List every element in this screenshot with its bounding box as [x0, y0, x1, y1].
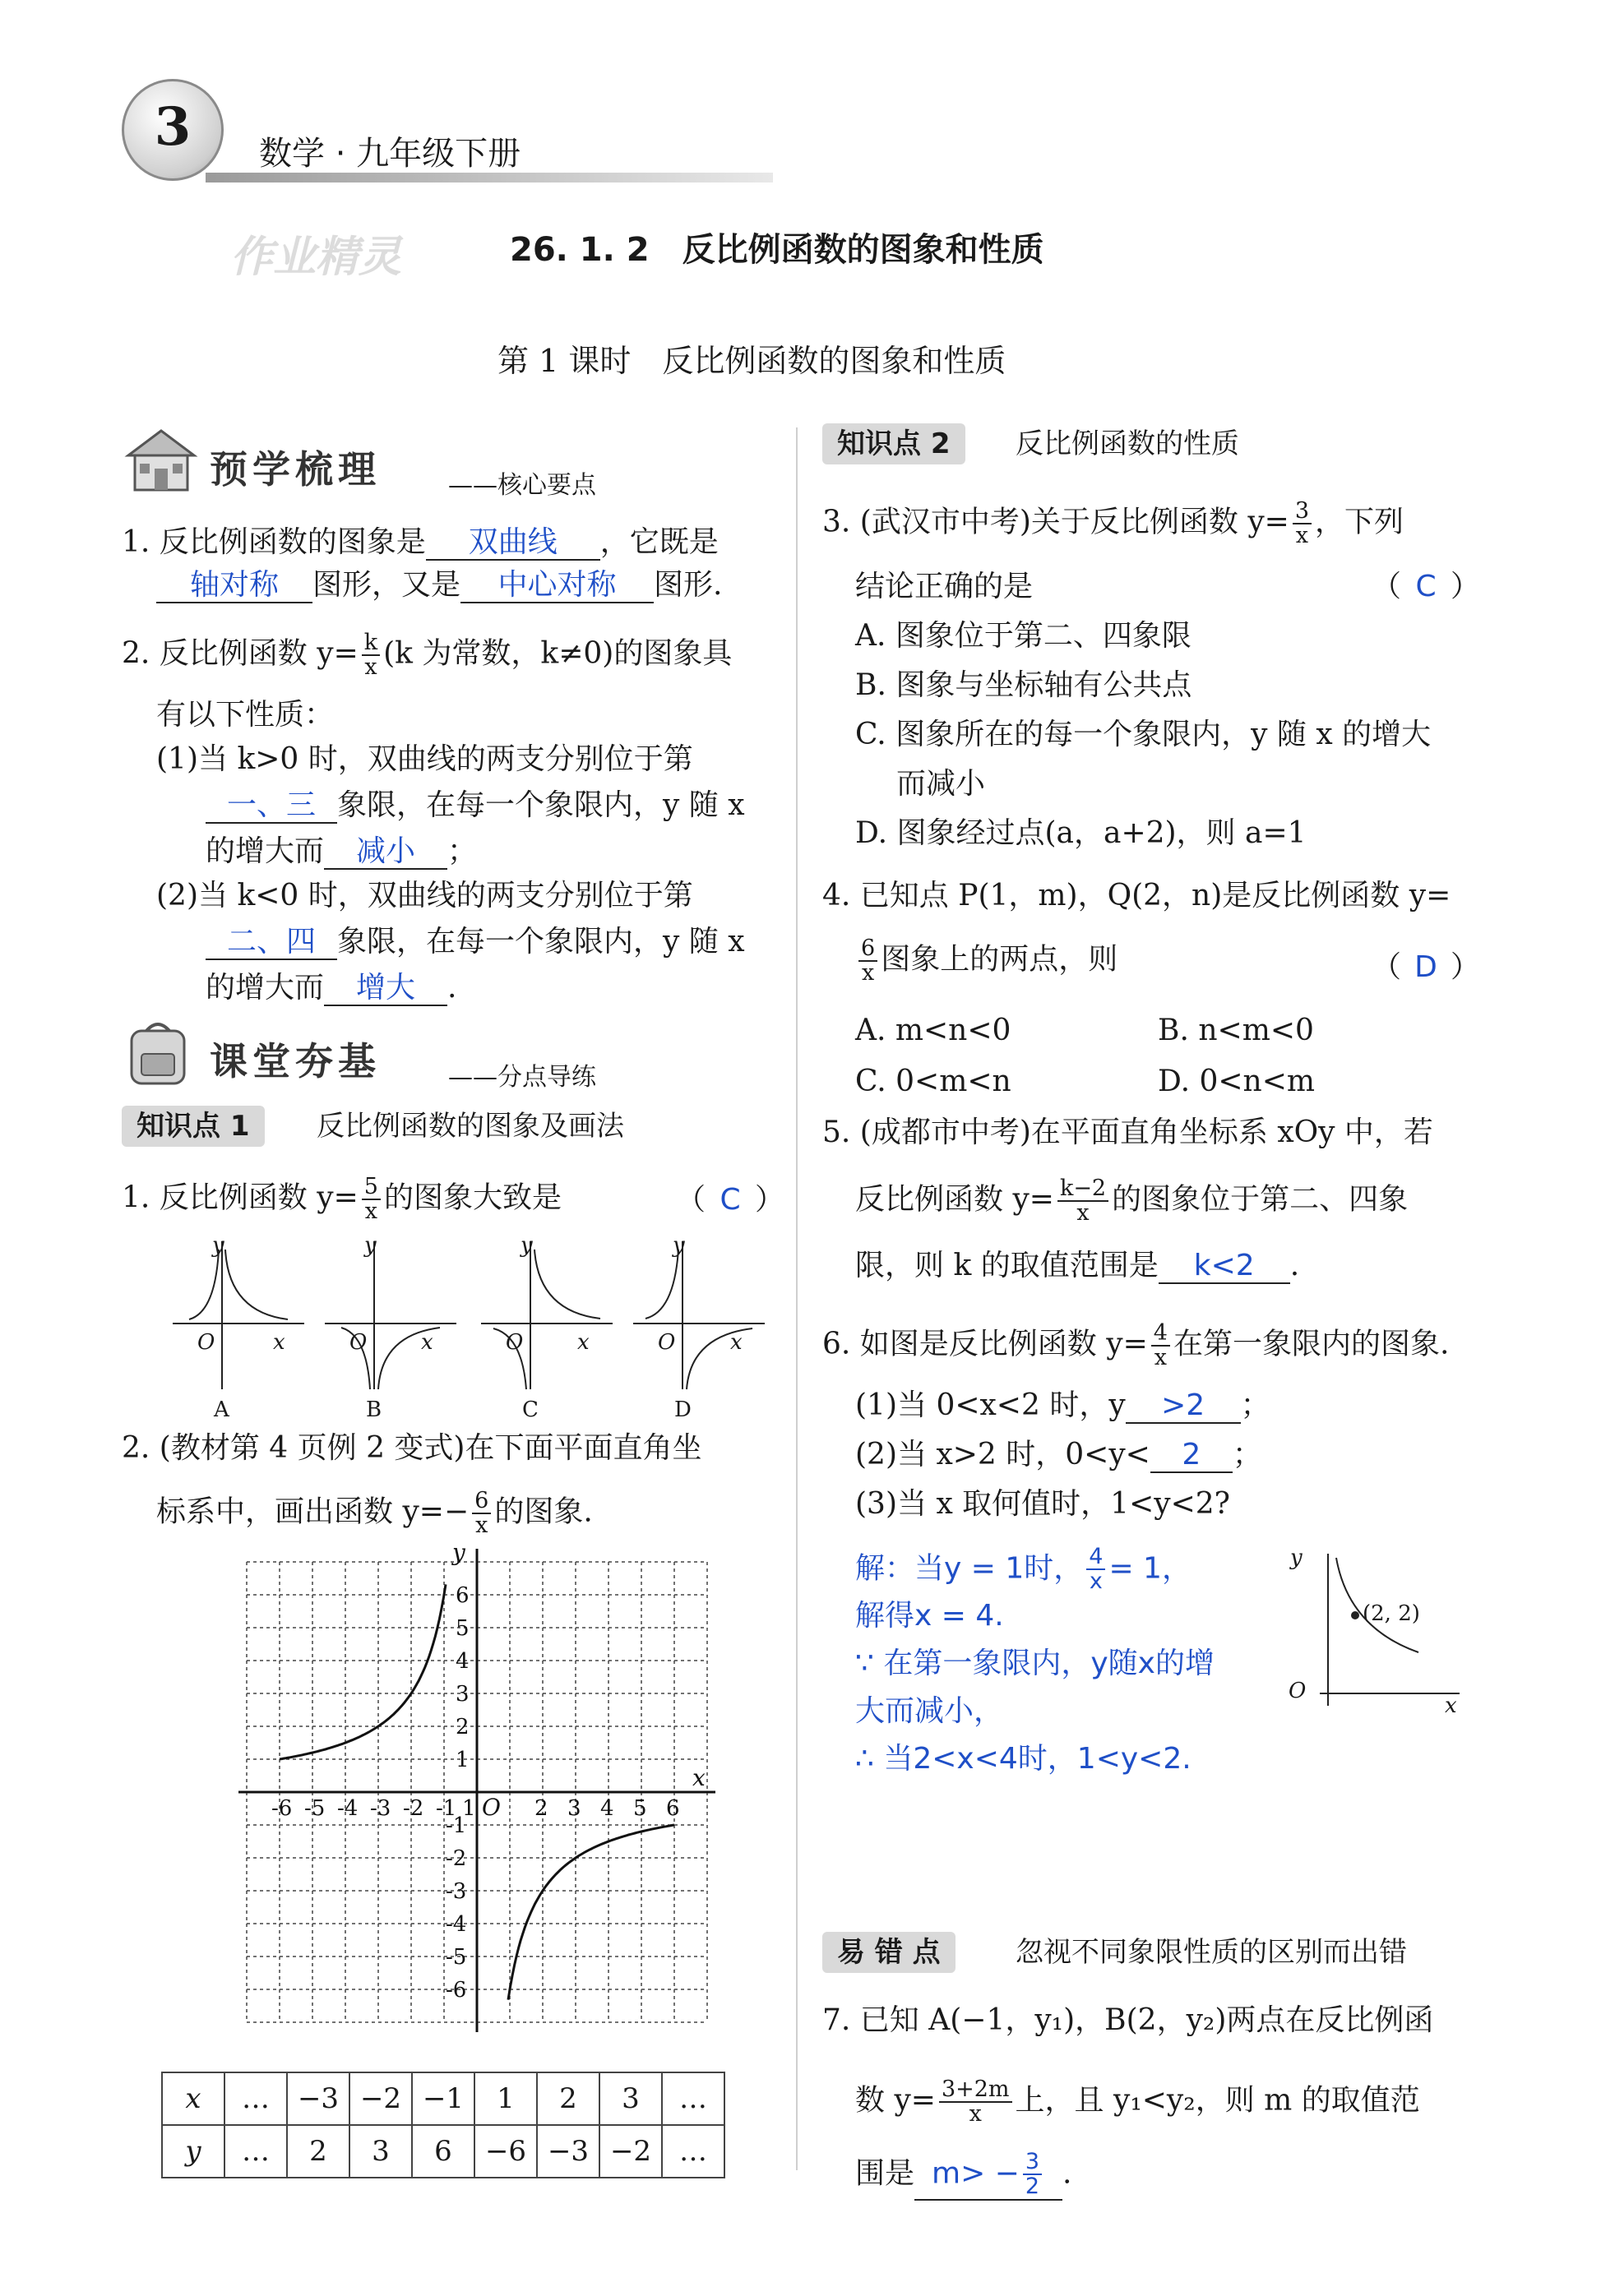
table-cell: −3 — [537, 2125, 599, 2178]
y-axis-label: y — [452, 1545, 465, 1566]
table-cell: −2 — [349, 2072, 412, 2125]
y-tick-label: 2 — [456, 1715, 470, 1739]
y-tick-label: -6 — [446, 1978, 467, 2003]
q6-sub1: (1)当 0<x<2 时，y >2 ； — [855, 1388, 1270, 1422]
section-title: 26. 1. 2 反比例函数的图象和性质 — [510, 231, 1044, 269]
y-tick-label: 1 — [456, 1748, 470, 1772]
fraction-5-over-x: $\frac{5}{x}$ — [362, 1176, 381, 1224]
backpack-icon — [125, 1018, 191, 1087]
q4-line2: $\frac{6}{x}$ 图象上的两点，则 — [855, 937, 1117, 986]
knowledge-point-2-tag: 知识点 2 — [822, 423, 965, 464]
q3-option-a: A. 图象位于第二、四象限 — [855, 619, 1191, 653]
q4-answer: （ D ） — [1372, 950, 1481, 984]
x-tick-label: 3 — [567, 1796, 581, 1821]
preview-subheading: ——核心要点 — [448, 471, 596, 500]
error-point-title: 忽视不同象限性质的区别而出错 — [1016, 1936, 1407, 1969]
option-label-c: C — [522, 1397, 539, 1422]
q3-answer: （ C ） — [1372, 570, 1481, 603]
answer-quadrants-1-3: 一、三 — [206, 789, 337, 824]
q3-option-c: C. 图象所在的每一个象限内，y 随 x 的增大 — [855, 718, 1432, 751]
q6-graph-point-label: (2, 2) — [1363, 1601, 1420, 1626]
book-title: 数学 · 九年级下册 — [259, 135, 521, 173]
option-label-a: A — [214, 1397, 229, 1422]
q5-line3: 限，则 k 的取值范围是 k<2 . — [855, 1249, 1300, 1282]
table-cell: −2 — [599, 2125, 662, 2178]
preview-q1-line2: 轴对称 图形，又是 中心对称 图形. — [156, 567, 722, 603]
table-cell: −1 — [412, 2072, 474, 2125]
class-q2-line1: 2. (教材第 4 页例 2 变式)在下面平面直角坐 — [122, 1431, 702, 1465]
table-cell: … — [224, 2125, 287, 2178]
x-tick-label: -5 — [304, 1796, 326, 1821]
hyperbola-branch — [280, 1584, 446, 1759]
q5-line2: 反比例函数 y= $\frac{k-2}{x}$ 的图象位于第二、四象 — [855, 1176, 1409, 1227]
preview-q2-line2: 有以下性质： — [156, 698, 335, 732]
class-q1-answer: （ C ） — [676, 1183, 785, 1217]
class-q2-line2: 标系中，画出函数 y=− $\frac{6}{x}$ 的图象. — [156, 1488, 593, 1539]
q3-option-c-cont: 而减小 — [896, 767, 986, 801]
table-cell: 2 — [287, 2125, 349, 2178]
graph-c-y: y — [521, 1233, 533, 1258]
watermark-logo: 作业精灵 — [230, 233, 402, 282]
graph-b-y: y — [364, 1233, 377, 1258]
lesson-title: 第 1 课时 反比例函数的图象和性质 — [497, 343, 1006, 379]
q6-sub3: (3)当 x 取何值时，1<y<2? — [855, 1487, 1230, 1521]
school-icon — [123, 427, 199, 493]
option-label-d: D — [674, 1397, 692, 1422]
table-cell: −6 — [474, 2125, 537, 2178]
table-cell: 3 — [599, 2072, 662, 2125]
table-cell: 6 — [412, 2125, 474, 2178]
graph-a-y: y — [212, 1233, 224, 1258]
x-tick-label: -4 — [337, 1796, 359, 1821]
answer-q5: k<2 — [1159, 1250, 1290, 1284]
fraction-4-over-x-solution: $\frac{4}{x}$ — [1086, 1545, 1105, 1594]
fraction-3-over-x: $\frac{3}{x}$ — [1293, 500, 1312, 548]
page-number: 3 — [154, 96, 192, 158]
q6-solution-1: 解：当y = 1时， $\frac{4}{x}$ = 1， — [855, 1544, 1191, 1595]
answer-decrease: 减小 — [324, 835, 447, 870]
fraction-k-over-x: $\frac{k}{x}$ — [362, 631, 380, 680]
y-tick-label: -3 — [446, 1879, 467, 1904]
q6-sub2: (2)当 x>2 时，0<y< 2 ； — [855, 1438, 1262, 1471]
q3-line1: 3. (武汉市中考)关于反比例函数 y= $\frac{3}{x}$ ，下列 — [822, 498, 1404, 549]
x-tick-label: 5 — [633, 1796, 647, 1821]
q7-line1: 7. 已知 A(−1，y₁)，B(2，y₂)两点在反比例函 — [822, 2003, 1434, 2037]
q7-line3: 围是 m> − $\frac{3}{2}$ . — [855, 2149, 1072, 2200]
x-axis-label: x — [692, 1764, 706, 1791]
y-tick-label: -5 — [446, 1945, 467, 1970]
q4-option-b: B. n<m<0 — [1158, 1014, 1314, 1047]
option-graph-labels — [164, 1233, 765, 1430]
fraction-3-plus-2m-over-x: $\frac{3+2m}{x}$ — [939, 2078, 1012, 2127]
y-tick-label: -1 — [446, 1813, 467, 1838]
coordinate-grid-graph — [238, 1545, 715, 2039]
preview-q2-p2-line2: 二、四 象限，在每一个象限内，y 随 x — [206, 924, 745, 960]
q3-line2: 结论正确的是 — [855, 570, 1034, 603]
answer-q6-2: 2 — [1150, 1439, 1233, 1473]
graph-d-x: x — [730, 1330, 743, 1355]
graph-b-x: x — [421, 1330, 433, 1355]
x-tick-label: 4 — [600, 1796, 614, 1821]
q6-graph-o: O — [1289, 1679, 1307, 1703]
y-tick-label: 5 — [456, 1616, 470, 1641]
knowledge-point-2-title: 反比例函数的性质 — [1016, 427, 1239, 460]
preview-q1-line1: 1. 反比例函数的图象是 双曲线 ，它既是 — [122, 525, 719, 559]
table-cell: … — [662, 2125, 724, 2178]
q6-solution-5: ∴ 当2<x<4时，1<y<2. — [855, 1742, 1191, 1776]
table-cell: … — [662, 2072, 724, 2125]
x-tick-label: -3 — [370, 1796, 391, 1821]
preview-q2-p2-line3: 的增大而 增大 . — [206, 971, 457, 1005]
origin-label: O — [482, 1794, 501, 1821]
q4-option-c: C. 0<m<n — [855, 1065, 1011, 1098]
q6-graph-x: x — [1445, 1693, 1457, 1718]
answer-q3: C — [1415, 570, 1437, 603]
x-tick-label: 6 — [666, 1796, 680, 1821]
fraction-4-over-x: $\frac{4}{x}$ — [1151, 1322, 1170, 1370]
knowledge-point-1-title: 反比例函数的图象及画法 — [317, 1110, 624, 1143]
value-table — [161, 2072, 725, 2178]
graph-a-x: x — [273, 1330, 285, 1355]
q4-option-d: D. 0<n<m — [1158, 1065, 1316, 1098]
q4-option-a: A. m<n<0 — [855, 1014, 1011, 1047]
answer-quadrants-2-4: 二、四 — [206, 926, 337, 960]
q7-line2: 数 y= $\frac{3+2m}{x}$ 上，且 y₁<y₂，则 m 的取值范 — [855, 2077, 1420, 2127]
option-label-b: B — [366, 1397, 382, 1422]
classroom-subheading: ——分点导练 — [448, 1063, 596, 1092]
preview-q2-p1-line3: 的增大而 减小 ； — [206, 834, 478, 868]
y-tick-label: -4 — [446, 1912, 467, 1937]
q6-solution-4: 大而减小， — [855, 1694, 1004, 1728]
y-tick-label: -2 — [446, 1846, 467, 1871]
error-point-tag: 易 错 点 — [822, 1932, 956, 1973]
table-cell: x — [162, 2072, 224, 2125]
table-row-x — [162, 2072, 724, 2125]
q6-line1: 6. 如图是反比例函数 y= $\frac{4}{x}$ 在第一象限内的图象. — [822, 1320, 1450, 1371]
q5-line1: 5. (成都市中考)在平面直角坐标系 xOy 中，若 — [822, 1116, 1433, 1149]
table-cell: … — [224, 2072, 287, 2125]
graph-c-o: O — [506, 1330, 524, 1355]
q6-graph — [1270, 1545, 1468, 1718]
classroom-heading: 课堂夯基 — [210, 1039, 381, 1083]
graph-d-y: y — [673, 1233, 685, 1258]
graph-c-x: x — [577, 1330, 590, 1355]
x-tick-label: -1 — [436, 1796, 457, 1821]
q6-solution-2: 解得x = 4. — [855, 1599, 1004, 1633]
table-cell: 2 — [537, 2072, 599, 2125]
preview-q2-p1-line1: (1)当 k>0 时，双曲线的两支分别位于第 — [156, 742, 693, 776]
q6-solution-3: ∵ 在第一象限内，y随x的增 — [855, 1647, 1215, 1680]
x-tick-label: 2 — [534, 1796, 548, 1821]
fraction-3-over-2: $\frac{3}{2}$ — [1023, 2150, 1042, 2199]
q6-graph-y: y — [1290, 1545, 1303, 1570]
answer-axis-symmetric: 轴对称 — [156, 569, 312, 603]
column-divider — [796, 427, 798, 2170]
class-q1-line: 1. 反比例函数 y= $\frac{5}{x}$ 的图象大致是 — [122, 1174, 562, 1225]
answer-hyperbola: 双曲线 — [426, 526, 600, 561]
x-tick-label-1: 1 — [462, 1796, 476, 1821]
answer-q6-1: >2 — [1126, 1389, 1241, 1424]
table-cell: 1 — [474, 2072, 537, 2125]
hyperbola-branch — [508, 1825, 674, 2000]
x-tick-label: -2 — [403, 1796, 424, 1821]
graph-b-o: O — [349, 1330, 368, 1355]
preview-q2-p2-line1: (2)当 k<0 时，双曲线的两支分别位于第 — [156, 879, 693, 912]
table-cell: −3 — [287, 2072, 349, 2125]
table-cell: 3 — [349, 2125, 412, 2178]
answer-q4: D — [1414, 950, 1437, 984]
fraction-k-minus-2-over-x: $\frac{k-2}{x}$ — [1057, 1177, 1108, 1226]
knowledge-point-1-tag: 知识点 1 — [122, 1106, 265, 1147]
answer-increase: 增大 — [324, 972, 447, 1006]
preview-q2-line1: 2. 反比例函数 y= $\frac{k}{x}$ (k 为常数，k≠0)的图象具 — [122, 630, 733, 681]
x-tick-label: -6 — [271, 1796, 293, 1821]
graph-d-o: O — [658, 1330, 676, 1355]
answer-central-symmetric: 中心对称 — [460, 569, 654, 603]
answer-q7: m> − $\frac{3}{2}$ — [914, 2150, 1062, 2201]
fraction-6-over-x: $\frac{6}{x}$ — [472, 1490, 491, 1538]
preview-q2-p1-line2: 一、三 象限，在每一个象限内，y 随 x — [206, 788, 745, 824]
fraction-6-over-x-q4: $\frac{6}{x}$ — [858, 937, 877, 986]
y-tick-label: 3 — [456, 1682, 470, 1707]
preview-heading: 预学梳理 — [210, 447, 381, 492]
q3-option-d: D. 图象经过点(a，a+2)，则 a=1 — [855, 816, 1307, 850]
page-number-badge — [122, 79, 224, 181]
table-cell: y — [162, 2125, 224, 2178]
y-tick-label: 6 — [456, 1583, 470, 1608]
q3-option-b: B. 图象与坐标轴有公共点 — [855, 668, 1192, 702]
q4-line1: 4. 已知点 P(1，m)，Q(2，n)是反比例函数 y= — [822, 879, 1451, 912]
graph-a-o: O — [197, 1330, 215, 1355]
y-tick-label: 4 — [456, 1649, 470, 1674]
answer-choice-c: C — [720, 1183, 741, 1217]
table-row-y — [162, 2125, 724, 2178]
